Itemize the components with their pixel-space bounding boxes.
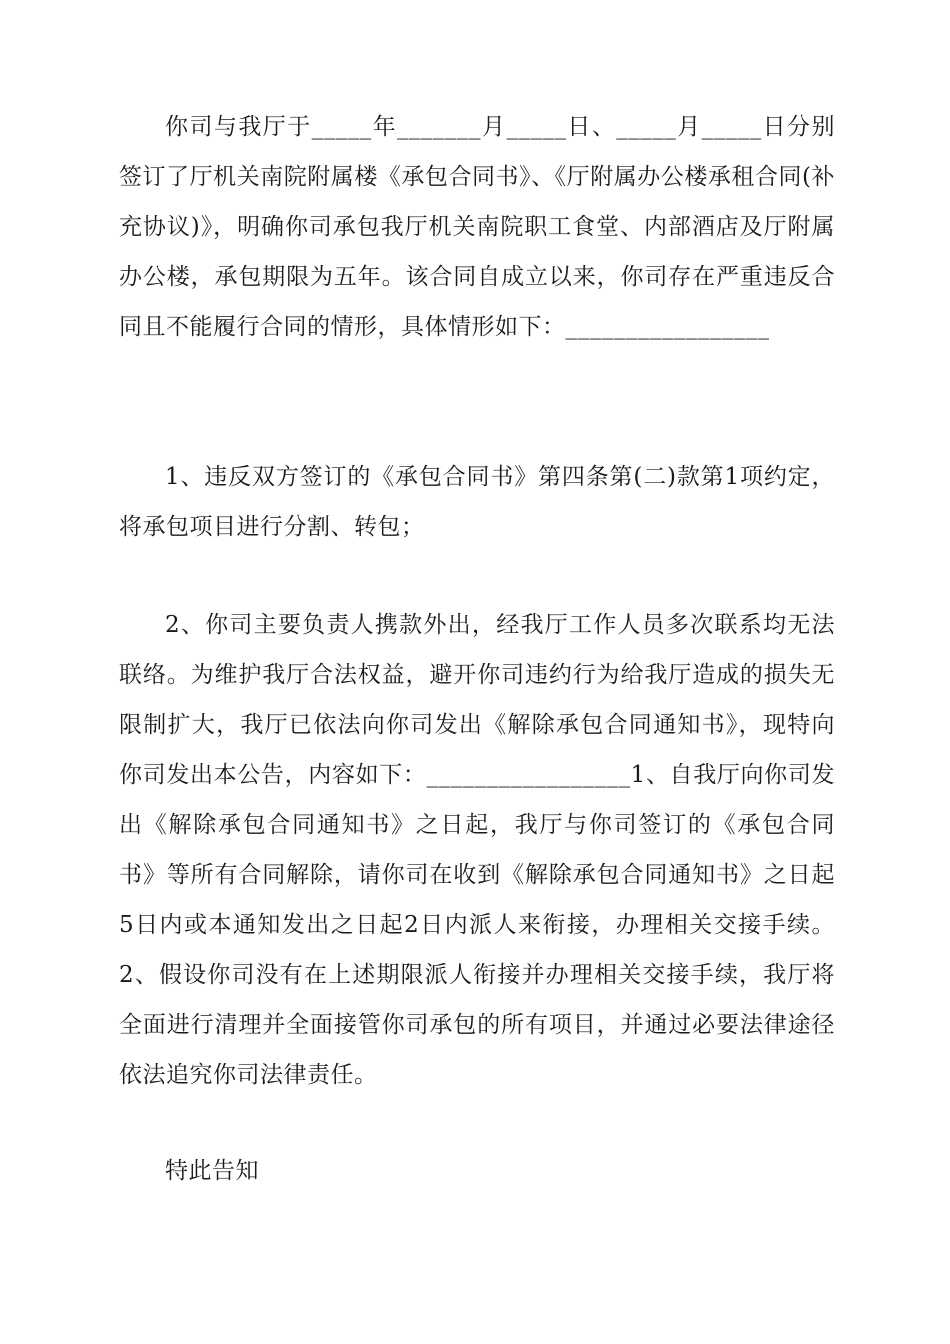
paragraph-violation-item-1: 1、违反双方签订的《承包合同书》第四条第(二)款第1项约定，将承包项目进行分割、转包； [119,464,835,540]
paragraph-closing: 特此告知 [165,1158,259,1184]
paragraph-violation-item-2-notice: 2、你司主要负责人携款外出，经我厅工作人员多次联系均无法联络。为维护我厅合法权益，避开你司违约行为给我厅造成的损失无限制扩大，我厅已依法向你司发出《解除承包合同通知书》，现特向你司发出本公告，内容如下：_________________1、自我厅向你司发出《解除承包合同通知书》之日起，我厅与你司签订的《承包合同书》等所有合同解除，请你司在收到《解除承包合同通知书》之日起5日内或本通知发出之日起2日内派人来衔接，办理相关交接手续。2、假设你司没有在上述期限派人衔接并办理相关交接手续，我厅将全面进行清理并全面接管你司承包的所有项目，并通过必要法律途径依法追究你司法律责任。 [119,612,835,1088]
paragraph-contract-background: 你司与我厅于_____年_______月_____日、_____月_____日分别签订了厅机关南院附属楼《承包合同书》、《厅附属办公楼承租合同(补充协议)》，明确你司承包我厅机关南院职工食堂、内部酒店及厅附属办公楼，承包期限为五年。该合同自成立以来，你司存在严重违反合同且不能履行合同的情形，具体情形如下：_________________ [119,114,835,340]
